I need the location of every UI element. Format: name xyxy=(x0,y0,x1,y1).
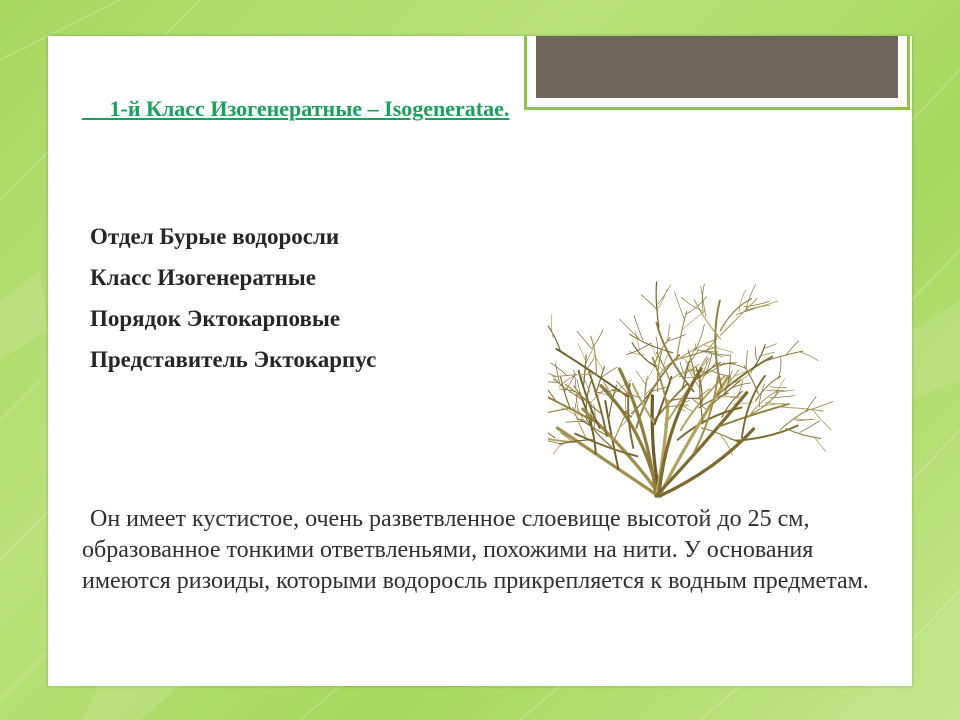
algae-branch xyxy=(656,337,658,354)
taxonomy-class: Класс Изогенератные xyxy=(90,265,316,290)
algae-branch xyxy=(548,317,561,352)
taxonomy-order: Порядок Эктокарповые xyxy=(90,306,341,331)
algae-branch xyxy=(775,379,784,395)
ectocarpus-illustration xyxy=(548,124,878,504)
algae-branch xyxy=(657,323,694,392)
algae-branch xyxy=(577,402,578,420)
algae-branch xyxy=(668,335,685,341)
algae-branch xyxy=(574,394,577,411)
algae-branch xyxy=(647,367,655,381)
algae-branch xyxy=(800,352,818,361)
algae-branch xyxy=(766,390,785,391)
algae-branch xyxy=(656,282,659,327)
algae-branch xyxy=(641,295,658,311)
algae-branch xyxy=(591,336,597,375)
algae-branch xyxy=(715,301,721,388)
algae-branch xyxy=(676,311,686,360)
title-tab-fill xyxy=(536,36,898,98)
algae-branch xyxy=(620,369,656,496)
algae-branch xyxy=(746,351,747,370)
algae-branch xyxy=(658,289,667,308)
algae-branch xyxy=(634,315,643,340)
algae-branch xyxy=(702,351,723,357)
algae-branch xyxy=(721,299,757,336)
algae-branch xyxy=(578,344,586,361)
algae-branch xyxy=(702,284,704,313)
description-text xyxy=(82,504,882,597)
algae-branch xyxy=(770,387,787,388)
algae-branch xyxy=(551,363,568,376)
algae-branch xyxy=(800,421,820,433)
taxonomy-list xyxy=(90,216,376,380)
algae-branch xyxy=(548,408,569,417)
algae-branch xyxy=(566,421,585,422)
algae-branch xyxy=(592,330,603,348)
algae-branches xyxy=(548,282,833,496)
algae-branch xyxy=(778,358,781,379)
algae-branch xyxy=(625,395,626,413)
algae-branch xyxy=(786,429,821,439)
taxonomy-representative: Представитель Эктокарпус xyxy=(90,347,377,372)
taxonomy-division: Отдел Бурые водоросли xyxy=(90,224,340,249)
algae-branch xyxy=(765,403,788,404)
algae-branch xyxy=(810,402,833,410)
algae-branch xyxy=(739,290,746,312)
title-tab xyxy=(524,36,910,110)
slide-heading: 1-й Класс Изогенератные – Isogeneratae. xyxy=(82,96,510,121)
algae-branch xyxy=(653,358,668,408)
algae-branch xyxy=(548,367,557,377)
algae-branch xyxy=(553,444,563,455)
algae-branch xyxy=(658,285,671,304)
algae-branch xyxy=(675,292,685,321)
algae-branch xyxy=(755,347,757,361)
algae-branch xyxy=(566,384,591,402)
algae-branch xyxy=(548,417,555,438)
description-body: Он имеет кустистое, очень разветвленное слоевище высотой до 25 см, образованное тонкими ответвленьями, похожими на нити. У основания имеются ризоиды, которыми водоросль прикрепляется к водным предметам. xyxy=(82,506,869,594)
algae-branch xyxy=(813,410,831,430)
algae-branch xyxy=(636,371,646,385)
